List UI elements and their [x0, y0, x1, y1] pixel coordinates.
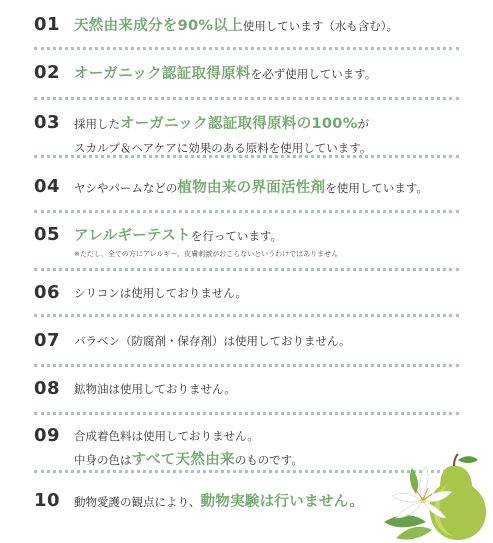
list-item — [34, 176, 462, 197]
highlight-text: 動物実験は行いません。 — [200, 494, 365, 510]
body-text: を使用しています。 — [325, 181, 428, 195]
body-text: スカルプ＆ヘアケアに効果のある原料を使用しています。 — [74, 141, 372, 155]
item-text-line — [74, 176, 462, 197]
item-text-line — [74, 378, 462, 397]
body-text: 使用しています（水も含む）。 — [242, 19, 399, 33]
item-number: 06 — [34, 282, 61, 303]
item-text-line — [74, 137, 462, 156]
item-text-line — [74, 282, 462, 301]
item-number: 05 — [34, 224, 61, 245]
item-text — [72, 330, 462, 349]
highlight-text: オーガニック認証取得原料 — [74, 66, 251, 82]
body-text: 鉱物油は使用しておりません。 — [74, 382, 236, 396]
item-text — [72, 378, 462, 397]
body-text: シリコンは使用しておりません。 — [74, 286, 247, 300]
item-text — [72, 282, 462, 301]
item-text — [72, 14, 462, 35]
body-text: のものです。 — [234, 453, 303, 467]
body-text: 採用した — [74, 117, 120, 131]
dotted-divider — [34, 210, 459, 213]
dotted-divider — [34, 97, 459, 100]
footnote: ※ただし、全ての方にアレルギー、皮膚刺激がおこらないというわけではありません — [74, 250, 339, 258]
lily-pear-icon — [382, 452, 493, 543]
dotted-divider — [34, 155, 459, 158]
dotted-divider — [34, 314, 459, 317]
item-text-line — [74, 112, 462, 133]
item-number: 04 — [34, 176, 61, 197]
item-text-line — [74, 14, 462, 35]
list-item — [34, 62, 462, 83]
body-text: 動物愛護の観点により、 — [74, 495, 201, 509]
item-number: 03 — [34, 112, 61, 133]
item-text — [72, 112, 462, 156]
item-text-line — [74, 224, 462, 245]
list-item — [34, 224, 462, 259]
highlight-text: 植物由来の界面活性剤 — [177, 180, 326, 196]
highlight-text: アレルギーテスト — [74, 228, 191, 244]
item-number: 01 — [34, 14, 61, 35]
dotted-divider — [34, 412, 459, 415]
item-text — [72, 176, 462, 197]
body-text: を必ず使用しています。 — [250, 67, 377, 81]
body-text: パラベン（防腐剤・保存剤）は使用しておりません。 — [74, 334, 351, 348]
list-item — [34, 330, 462, 351]
body-text: ヤシやパームなどの — [74, 181, 178, 195]
item-number: 10 — [34, 490, 61, 511]
item-number: 07 — [34, 330, 61, 351]
dotted-divider — [34, 47, 459, 50]
item-text-line — [74, 425, 462, 444]
item-number: 08 — [34, 378, 61, 399]
item-text-line — [74, 62, 462, 83]
body-text: が — [357, 117, 370, 131]
item-number: 02 — [34, 62, 61, 83]
highlight-text: オーガニック認証取得原料の100% — [120, 116, 358, 132]
item-number: 09 — [34, 425, 61, 446]
dotted-divider — [34, 268, 459, 271]
body-text: 中身の色は — [74, 453, 132, 467]
highlight-text: すべて天然由来 — [131, 452, 235, 468]
item-text — [72, 62, 462, 83]
item-text-line — [74, 330, 462, 349]
list-item — [34, 14, 462, 35]
item-text — [72, 224, 462, 259]
list-item — [34, 112, 462, 156]
body-text: 合成着色料は使用しておりません。 — [74, 429, 259, 443]
list-item — [34, 378, 462, 399]
dotted-divider — [34, 364, 459, 367]
body-text: を行っています。 — [190, 229, 282, 243]
highlight-text: 天然由来成分を90%以上 — [74, 18, 243, 34]
list-item — [34, 282, 462, 303]
